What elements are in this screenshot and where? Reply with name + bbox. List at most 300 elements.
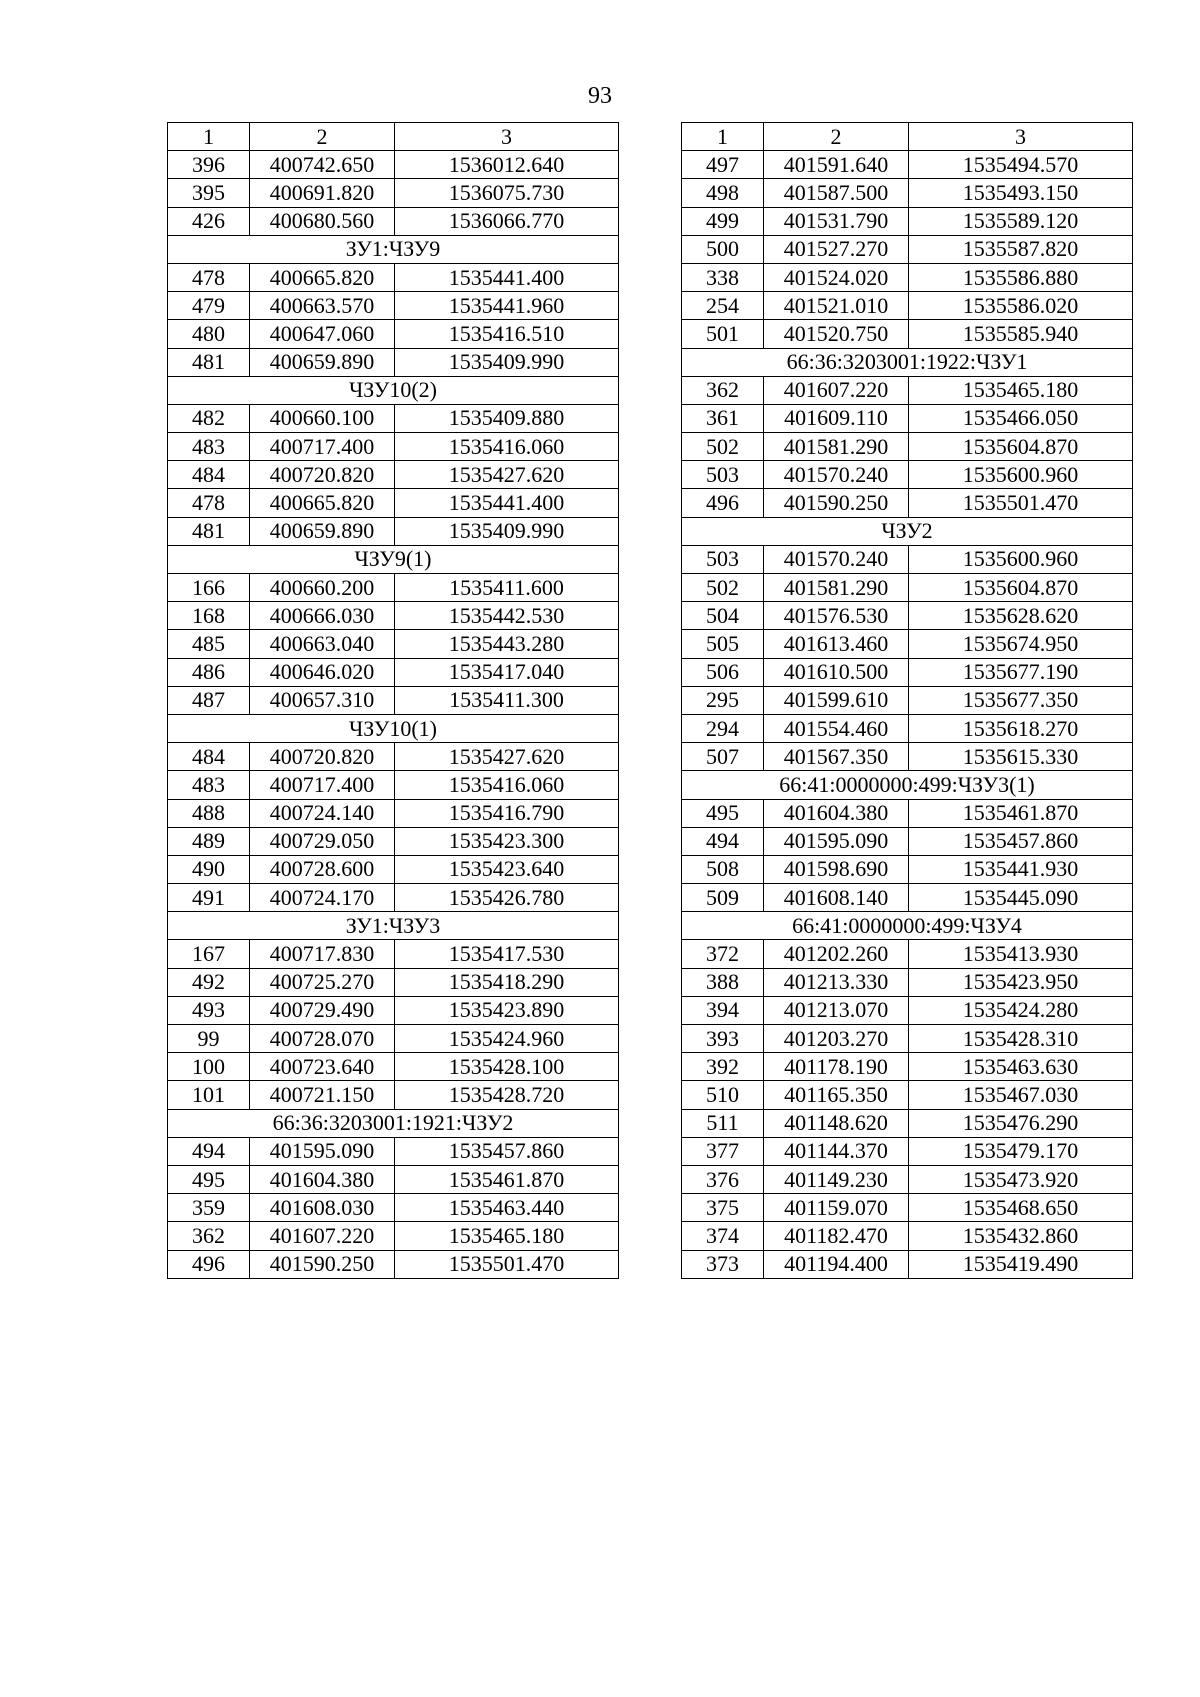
x-coordinate-cell: 400657.310 — [250, 686, 395, 714]
section-label: 66:36:3203001:1921:ЧЗУ2 — [168, 1109, 619, 1137]
x-coordinate-cell: 400680.560 — [250, 207, 395, 235]
y-coordinate-cell: 1535674.950 — [909, 630, 1133, 658]
y-coordinate-cell: 1535461.870 — [395, 1165, 619, 1193]
y-coordinate-cell: 1535409.880 — [395, 404, 619, 432]
y-coordinate-cell: 1535589.120 — [909, 207, 1133, 235]
y-coordinate-cell: 1535585.940 — [909, 320, 1133, 348]
point-number-cell: 483 — [168, 433, 250, 461]
x-coordinate-cell: 400721.150 — [250, 1081, 395, 1109]
point-number-cell: 502 — [682, 433, 764, 461]
table-row — [168, 263, 619, 291]
column-header: 3 — [395, 123, 619, 151]
point-number-cell: 496 — [168, 1250, 250, 1278]
table-row — [682, 1222, 1133, 1250]
x-coordinate-cell: 400660.200 — [250, 574, 395, 602]
point-number-cell: 362 — [682, 376, 764, 404]
point-number-cell: 483 — [168, 771, 250, 799]
x-coordinate-cell: 400663.570 — [250, 292, 395, 320]
x-coordinate-cell: 401149.230 — [764, 1165, 909, 1193]
x-coordinate-cell: 401527.270 — [764, 235, 909, 263]
x-coordinate-cell: 401144.370 — [764, 1137, 909, 1165]
x-coordinate-cell: 401581.290 — [764, 433, 909, 461]
y-coordinate-cell: 1535409.990 — [395, 517, 619, 545]
point-number-cell: 393 — [682, 1025, 764, 1053]
table-row — [168, 404, 619, 432]
table-row — [682, 433, 1133, 461]
x-coordinate-cell: 400729.490 — [250, 996, 395, 1024]
x-coordinate-cell: 400647.060 — [250, 320, 395, 348]
y-coordinate-cell: 1535424.960 — [395, 1025, 619, 1053]
point-number-cell: 99 — [168, 1025, 250, 1053]
x-coordinate-cell: 400717.400 — [250, 771, 395, 799]
y-coordinate-cell: 1536075.730 — [395, 179, 619, 207]
y-coordinate-cell: 1535423.890 — [395, 996, 619, 1024]
y-coordinate-cell: 1535677.190 — [909, 658, 1133, 686]
x-coordinate-cell: 401595.090 — [250, 1137, 395, 1165]
table-row — [168, 461, 619, 489]
point-number-cell: 484 — [168, 461, 250, 489]
y-coordinate-cell: 1535457.860 — [909, 827, 1133, 855]
table-row — [682, 179, 1133, 207]
point-number-cell: 359 — [168, 1194, 250, 1222]
y-coordinate-cell: 1535443.280 — [395, 630, 619, 658]
table-row — [168, 799, 619, 827]
column-header: 2 — [764, 123, 909, 151]
y-coordinate-cell: 1535423.300 — [395, 827, 619, 855]
x-coordinate-cell: 400725.270 — [250, 968, 395, 996]
table-header-row — [682, 123, 1133, 151]
y-coordinate-cell: 1535441.930 — [909, 855, 1133, 883]
table-row — [168, 827, 619, 855]
y-coordinate-cell: 1535604.870 — [909, 433, 1133, 461]
column-header: 1 — [682, 123, 764, 151]
y-coordinate-cell: 1535417.530 — [395, 940, 619, 968]
y-coordinate-cell: 1535416.060 — [395, 771, 619, 799]
x-coordinate-cell: 401590.250 — [764, 489, 909, 517]
coordinates-table-left — [167, 122, 619, 1279]
point-number-cell: 395 — [168, 179, 250, 207]
table-row — [168, 1137, 619, 1165]
y-coordinate-cell: 1535586.020 — [909, 292, 1133, 320]
x-coordinate-cell: 401608.140 — [764, 884, 909, 912]
column-header: 2 — [250, 123, 395, 151]
table-row — [682, 320, 1133, 348]
x-coordinate-cell: 400665.820 — [250, 489, 395, 517]
point-number-cell: 295 — [682, 686, 764, 714]
y-coordinate-cell: 1535468.650 — [909, 1194, 1133, 1222]
point-number-cell: 494 — [168, 1137, 250, 1165]
column-header: 3 — [909, 123, 1133, 151]
y-coordinate-cell: 1535618.270 — [909, 714, 1133, 742]
x-coordinate-cell: 401581.290 — [764, 574, 909, 602]
x-coordinate-cell: 400660.100 — [250, 404, 395, 432]
x-coordinate-cell: 400663.040 — [250, 630, 395, 658]
table-row — [168, 940, 619, 968]
table-row — [682, 940, 1133, 968]
y-coordinate-cell: 1535441.960 — [395, 292, 619, 320]
table-row — [168, 1053, 619, 1081]
y-coordinate-cell: 1535423.950 — [909, 968, 1133, 996]
table-row — [682, 489, 1133, 517]
x-coordinate-cell: 401604.380 — [250, 1165, 395, 1193]
point-number-cell: 493 — [168, 996, 250, 1024]
point-number-cell: 481 — [168, 517, 250, 545]
point-number-cell: 503 — [682, 461, 764, 489]
table-row — [682, 630, 1133, 658]
section-header-row — [168, 235, 619, 263]
y-coordinate-cell: 1535409.990 — [395, 348, 619, 376]
y-coordinate-cell: 1535493.150 — [909, 179, 1133, 207]
y-coordinate-cell: 1535461.870 — [909, 799, 1133, 827]
table-row — [682, 743, 1133, 771]
point-number-cell: 394 — [682, 996, 764, 1024]
table-row — [682, 1025, 1133, 1053]
table-row — [682, 884, 1133, 912]
y-coordinate-cell: 1535445.090 — [909, 884, 1133, 912]
section-label: ЧЗУ10(2) — [168, 376, 619, 404]
y-coordinate-cell: 1535465.180 — [395, 1222, 619, 1250]
point-number-cell: 497 — [682, 151, 764, 179]
x-coordinate-cell: 401598.690 — [764, 855, 909, 883]
point-number-cell: 503 — [682, 545, 764, 573]
y-coordinate-cell: 1535441.400 — [395, 489, 619, 517]
x-coordinate-cell: 401165.350 — [764, 1081, 909, 1109]
x-coordinate-cell: 401608.030 — [250, 1194, 395, 1222]
column-header: 1 — [168, 123, 250, 151]
x-coordinate-cell: 400720.820 — [250, 461, 395, 489]
table-row — [168, 151, 619, 179]
table-row — [168, 574, 619, 602]
point-number-cell: 484 — [168, 743, 250, 771]
y-coordinate-cell: 1535473.920 — [909, 1165, 1133, 1193]
table-row — [682, 827, 1133, 855]
y-coordinate-cell: 1536012.640 — [395, 151, 619, 179]
y-coordinate-cell: 1535416.790 — [395, 799, 619, 827]
x-coordinate-cell: 401567.350 — [764, 743, 909, 771]
x-coordinate-cell: 400665.820 — [250, 263, 395, 291]
table-row — [682, 968, 1133, 996]
point-number-cell: 487 — [168, 686, 250, 714]
x-coordinate-cell: 401213.070 — [764, 996, 909, 1024]
y-coordinate-cell: 1535600.960 — [909, 461, 1133, 489]
table-row — [682, 1137, 1133, 1165]
table-row — [682, 1165, 1133, 1193]
point-number-cell: 376 — [682, 1165, 764, 1193]
x-coordinate-cell: 401213.330 — [764, 968, 909, 996]
point-number-cell: 377 — [682, 1137, 764, 1165]
table-row — [682, 1194, 1133, 1222]
y-coordinate-cell: 1535587.820 — [909, 235, 1133, 263]
x-coordinate-cell: 401607.220 — [250, 1222, 395, 1250]
y-coordinate-cell: 1535501.470 — [909, 489, 1133, 517]
x-coordinate-cell: 400659.890 — [250, 348, 395, 376]
x-coordinate-cell: 400659.890 — [250, 517, 395, 545]
y-coordinate-cell: 1535457.860 — [395, 1137, 619, 1165]
x-coordinate-cell: 400724.170 — [250, 884, 395, 912]
point-number-cell: 388 — [682, 968, 764, 996]
table-row — [168, 602, 619, 630]
x-coordinate-cell: 400742.650 — [250, 151, 395, 179]
x-coordinate-cell: 401610.500 — [764, 658, 909, 686]
table-row — [168, 630, 619, 658]
table-row — [682, 461, 1133, 489]
x-coordinate-cell: 401203.270 — [764, 1025, 909, 1053]
section-header-row — [168, 912, 619, 940]
y-coordinate-cell: 1535427.620 — [395, 461, 619, 489]
x-coordinate-cell: 401570.240 — [764, 461, 909, 489]
x-coordinate-cell: 400717.400 — [250, 433, 395, 461]
table-row — [168, 743, 619, 771]
table-row — [682, 404, 1133, 432]
table-row — [168, 771, 619, 799]
x-coordinate-cell: 400728.600 — [250, 855, 395, 883]
table-row — [682, 1053, 1133, 1081]
x-coordinate-cell: 401182.470 — [764, 1222, 909, 1250]
coordinates-table-right — [681, 122, 1133, 1279]
point-number-cell: 509 — [682, 884, 764, 912]
section-header-row — [682, 517, 1133, 545]
y-coordinate-cell: 1535416.060 — [395, 433, 619, 461]
point-number-cell: 507 — [682, 743, 764, 771]
y-coordinate-cell: 1536066.770 — [395, 207, 619, 235]
point-number-cell: 481 — [168, 348, 250, 376]
x-coordinate-cell: 401521.010 — [764, 292, 909, 320]
x-coordinate-cell: 401613.460 — [764, 630, 909, 658]
point-number-cell: 374 — [682, 1222, 764, 1250]
y-coordinate-cell: 1535424.280 — [909, 996, 1133, 1024]
table-row — [168, 1250, 619, 1278]
y-coordinate-cell: 1535411.300 — [395, 686, 619, 714]
table-row — [682, 292, 1133, 320]
point-number-cell: 100 — [168, 1053, 250, 1081]
table-row — [168, 320, 619, 348]
section-label: ЗУ1:ЧЗУ9 — [168, 235, 619, 263]
point-number-cell: 502 — [682, 574, 764, 602]
table-row — [682, 658, 1133, 686]
y-coordinate-cell: 1535428.720 — [395, 1081, 619, 1109]
point-number-cell: 375 — [682, 1194, 764, 1222]
section-header-row — [168, 376, 619, 404]
point-number-cell: 482 — [168, 404, 250, 432]
x-coordinate-cell: 401148.620 — [764, 1109, 909, 1137]
y-coordinate-cell: 1535615.330 — [909, 743, 1133, 771]
point-number-cell: 495 — [168, 1165, 250, 1193]
table-row — [682, 1250, 1133, 1278]
point-number-cell: 254 — [682, 292, 764, 320]
table-row — [682, 207, 1133, 235]
table-row — [682, 376, 1133, 404]
point-number-cell: 478 — [168, 489, 250, 517]
x-coordinate-cell: 401607.220 — [764, 376, 909, 404]
point-number-cell: 372 — [682, 940, 764, 968]
table-row — [168, 1194, 619, 1222]
y-coordinate-cell: 1535413.930 — [909, 940, 1133, 968]
x-coordinate-cell: 401524.020 — [764, 263, 909, 291]
x-coordinate-cell: 400646.020 — [250, 658, 395, 686]
table-row — [168, 517, 619, 545]
table-row — [682, 714, 1133, 742]
point-number-cell: 294 — [682, 714, 764, 742]
table-row — [168, 968, 619, 996]
y-coordinate-cell: 1535442.530 — [395, 602, 619, 630]
point-number-cell: 494 — [682, 827, 764, 855]
x-coordinate-cell: 401570.240 — [764, 545, 909, 573]
y-coordinate-cell: 1535419.490 — [909, 1250, 1133, 1278]
y-coordinate-cell: 1535428.310 — [909, 1025, 1133, 1053]
point-number-cell: 501 — [682, 320, 764, 348]
table-row — [168, 686, 619, 714]
table-row — [168, 1165, 619, 1193]
x-coordinate-cell: 400666.030 — [250, 602, 395, 630]
section-header-row — [682, 771, 1133, 799]
point-number-cell: 511 — [682, 1109, 764, 1137]
table-row — [682, 996, 1133, 1024]
x-coordinate-cell: 401178.190 — [764, 1053, 909, 1081]
point-number-cell: 508 — [682, 855, 764, 883]
section-header-row — [168, 545, 619, 573]
x-coordinate-cell: 401604.380 — [764, 799, 909, 827]
point-number-cell: 479 — [168, 292, 250, 320]
table-row — [168, 658, 619, 686]
table-row — [168, 1222, 619, 1250]
section-label: 66:41:0000000:499:ЧЗУ4 — [682, 912, 1133, 940]
table-row — [682, 1109, 1133, 1137]
table-row — [168, 996, 619, 1024]
y-coordinate-cell: 1535427.620 — [395, 743, 619, 771]
y-coordinate-cell: 1535418.290 — [395, 968, 619, 996]
table-row — [168, 292, 619, 320]
point-number-cell: 396 — [168, 151, 250, 179]
point-number-cell: 505 — [682, 630, 764, 658]
x-coordinate-cell: 401599.610 — [764, 686, 909, 714]
section-label: ЧЗУ2 — [682, 517, 1133, 545]
table-header-row — [168, 123, 619, 151]
point-number-cell: 504 — [682, 602, 764, 630]
table-row — [682, 686, 1133, 714]
y-coordinate-cell: 1535426.780 — [395, 884, 619, 912]
x-coordinate-cell: 400729.050 — [250, 827, 395, 855]
point-number-cell: 101 — [168, 1081, 250, 1109]
y-coordinate-cell: 1535476.290 — [909, 1109, 1133, 1137]
section-header-row — [682, 348, 1133, 376]
y-coordinate-cell: 1535441.400 — [395, 263, 619, 291]
point-number-cell: 489 — [168, 827, 250, 855]
y-coordinate-cell: 1535416.510 — [395, 320, 619, 348]
y-coordinate-cell: 1535586.880 — [909, 263, 1133, 291]
point-number-cell: 492 — [168, 968, 250, 996]
y-coordinate-cell: 1535432.860 — [909, 1222, 1133, 1250]
y-coordinate-cell: 1535428.100 — [395, 1053, 619, 1081]
y-coordinate-cell: 1535463.630 — [909, 1053, 1133, 1081]
table-row — [168, 348, 619, 376]
point-number-cell: 167 — [168, 940, 250, 968]
point-number-cell: 510 — [682, 1081, 764, 1109]
y-coordinate-cell: 1535411.600 — [395, 574, 619, 602]
point-number-cell: 480 — [168, 320, 250, 348]
y-coordinate-cell: 1535494.570 — [909, 151, 1133, 179]
x-coordinate-cell: 401194.400 — [764, 1250, 909, 1278]
x-coordinate-cell: 401590.250 — [250, 1250, 395, 1278]
x-coordinate-cell: 400723.640 — [250, 1053, 395, 1081]
point-number-cell: 506 — [682, 658, 764, 686]
section-header-row — [682, 912, 1133, 940]
point-number-cell: 486 — [168, 658, 250, 686]
table-row — [682, 1081, 1133, 1109]
section-label: 66:41:0000000:499:ЧЗУ3(1) — [682, 771, 1133, 799]
x-coordinate-cell: 400717.830 — [250, 940, 395, 968]
point-number-cell: 373 — [682, 1250, 764, 1278]
point-number-cell: 426 — [168, 207, 250, 235]
point-number-cell: 490 — [168, 855, 250, 883]
x-coordinate-cell: 401520.750 — [764, 320, 909, 348]
x-coordinate-cell: 401554.460 — [764, 714, 909, 742]
y-coordinate-cell: 1535466.050 — [909, 404, 1133, 432]
table-row — [168, 1025, 619, 1053]
y-coordinate-cell: 1535677.350 — [909, 686, 1133, 714]
y-coordinate-cell: 1535417.040 — [395, 658, 619, 686]
section-label: ЧЗУ9(1) — [168, 545, 619, 573]
point-number-cell: 478 — [168, 263, 250, 291]
table-row — [168, 179, 619, 207]
x-coordinate-cell: 401587.500 — [764, 179, 909, 207]
table-row — [682, 855, 1133, 883]
section-label: 66:36:3203001:1922:ЧЗУ1 — [682, 348, 1133, 376]
table-row — [168, 1081, 619, 1109]
point-number-cell: 498 — [682, 179, 764, 207]
y-coordinate-cell: 1535479.170 — [909, 1137, 1133, 1165]
point-number-cell: 488 — [168, 799, 250, 827]
point-number-cell: 362 — [168, 1222, 250, 1250]
x-coordinate-cell: 400724.140 — [250, 799, 395, 827]
y-coordinate-cell: 1535467.030 — [909, 1081, 1133, 1109]
point-number-cell: 166 — [168, 574, 250, 602]
table-row — [682, 799, 1133, 827]
y-coordinate-cell: 1535465.180 — [909, 376, 1133, 404]
table-row — [682, 602, 1133, 630]
section-header-row — [168, 1109, 619, 1137]
x-coordinate-cell: 401591.640 — [764, 151, 909, 179]
point-number-cell: 392 — [682, 1053, 764, 1081]
point-number-cell: 495 — [682, 799, 764, 827]
point-number-cell: 361 — [682, 404, 764, 432]
table-row — [168, 884, 619, 912]
x-coordinate-cell: 401609.110 — [764, 404, 909, 432]
table-row — [682, 235, 1133, 263]
y-coordinate-cell: 1535604.870 — [909, 574, 1133, 602]
y-coordinate-cell: 1535501.470 — [395, 1250, 619, 1278]
x-coordinate-cell: 400728.070 — [250, 1025, 395, 1053]
x-coordinate-cell: 401531.790 — [764, 207, 909, 235]
x-coordinate-cell: 401595.090 — [764, 827, 909, 855]
point-number-cell: 338 — [682, 263, 764, 291]
point-number-cell: 499 — [682, 207, 764, 235]
point-number-cell: 491 — [168, 884, 250, 912]
section-header-row — [168, 714, 619, 742]
y-coordinate-cell: 1535600.960 — [909, 545, 1133, 573]
x-coordinate-cell: 400691.820 — [250, 179, 395, 207]
table-row — [682, 545, 1133, 573]
x-coordinate-cell: 401159.070 — [764, 1194, 909, 1222]
table-row — [682, 263, 1133, 291]
point-number-cell: 500 — [682, 235, 764, 263]
y-coordinate-cell: 1535463.440 — [395, 1194, 619, 1222]
point-number-cell: 168 — [168, 602, 250, 630]
table-row — [682, 574, 1133, 602]
point-number-cell: 496 — [682, 489, 764, 517]
x-coordinate-cell: 401576.530 — [764, 602, 909, 630]
table-row — [168, 207, 619, 235]
table-row — [682, 151, 1133, 179]
